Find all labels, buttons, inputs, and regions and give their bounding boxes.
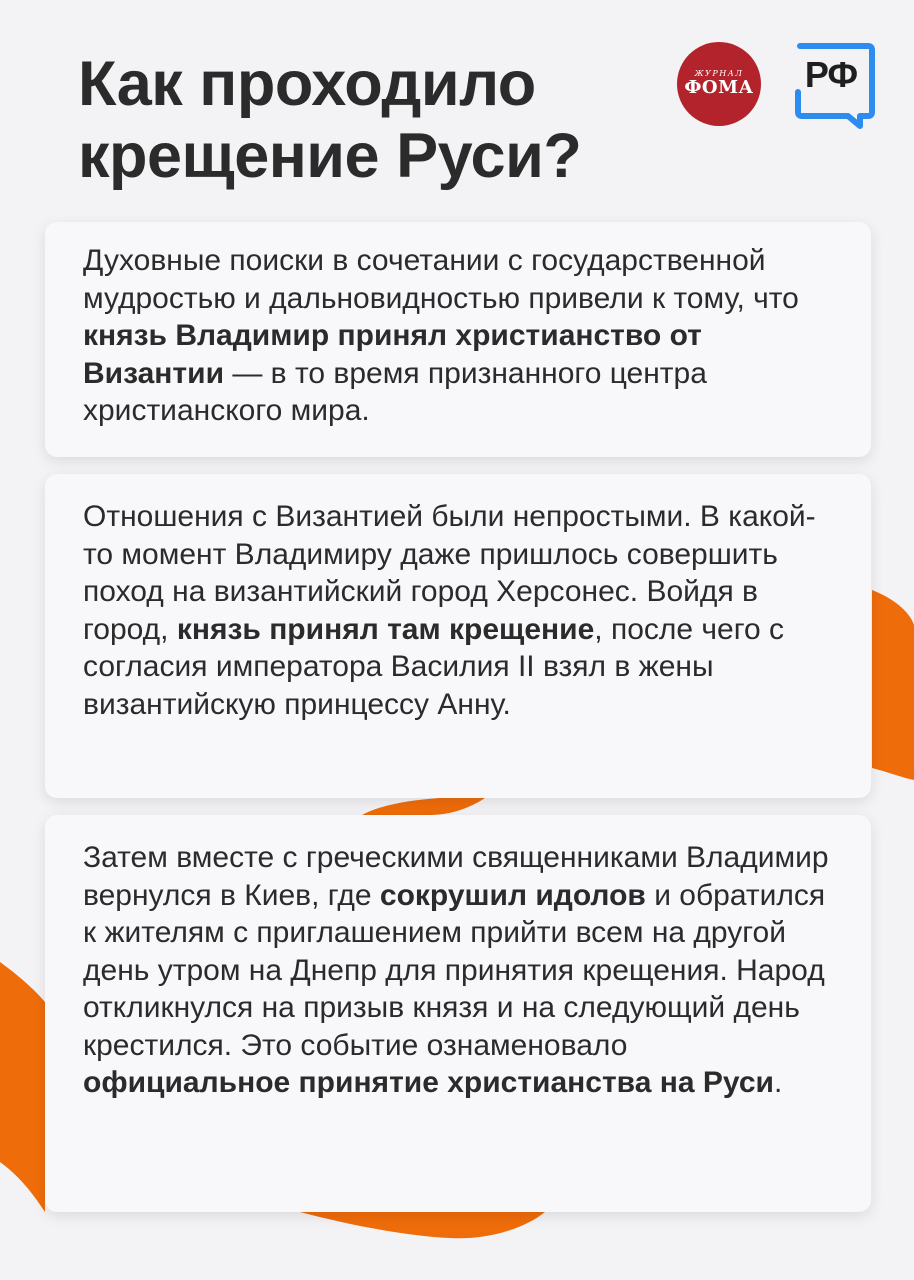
card-1-highlight: князь Владимир принял христианство от Византии bbox=[83, 319, 702, 390]
title-line-2: крещение Руси? bbox=[78, 121, 582, 191]
rf-logo bbox=[794, 42, 876, 130]
card-3-text bbox=[83, 839, 841, 1102]
orange-band-right bbox=[872, 590, 914, 780]
card-3-highlight-1: сокрушил идолов bbox=[379, 878, 646, 912]
card-3-text-part-1: Затем вместе с греческими священниками Владимир вернулся в Киев, где bbox=[83, 841, 829, 912]
info-card-3 bbox=[45, 815, 871, 1212]
info-card-2 bbox=[45, 474, 871, 798]
orange-band-left bbox=[0, 962, 45, 1212]
card-1-text bbox=[83, 242, 841, 430]
orange-band-bottom bbox=[300, 1212, 545, 1238]
card-1-text-part-1: Духовные поиски в сочетании с государственной мудростью и дальновидностью привели к тому, что bbox=[83, 244, 799, 315]
page-title bbox=[78, 48, 581, 192]
title-line-1: Как проходило bbox=[78, 49, 536, 119]
card-2-text-part-1: Отношения с Византией были непростыми. В какой-то момент Владимиру даже пришлось совершить поход на византийский город Херсонес. Войдя в город, bbox=[83, 500, 816, 646]
info-card-1 bbox=[45, 222, 871, 457]
card-1-text-part-2: — в то время признанного центра христианского мира. bbox=[83, 356, 707, 427]
card-2-highlight: князь принял там крещение bbox=[176, 612, 595, 646]
card-2-text bbox=[83, 498, 841, 723]
card-3-text-part-3: . bbox=[773, 1066, 783, 1099]
card-3-highlight-2: официальное принятие христианства на Руси bbox=[83, 1066, 774, 1099]
rf-logo-text: РФ bbox=[804, 54, 858, 95]
card-3-text-part-2: и обратился к жителям с приглашением прийти всем на другой день утром на Днепр для принятия крещения. Народ откликнулся на призыв князя и на следующий день крестился. Это событие ознаменовало bbox=[83, 878, 826, 1062]
orange-band-middle bbox=[362, 798, 485, 815]
card-2-text-part-2: , после чего с согласия императора Василия II взял в жены византийскую принцессу Анну. bbox=[83, 612, 785, 721]
foma-logo-text: ФОМА bbox=[684, 76, 754, 98]
foma-logo bbox=[677, 42, 761, 126]
foma-logo-small-text: ЖУРНАЛ bbox=[694, 68, 744, 78]
